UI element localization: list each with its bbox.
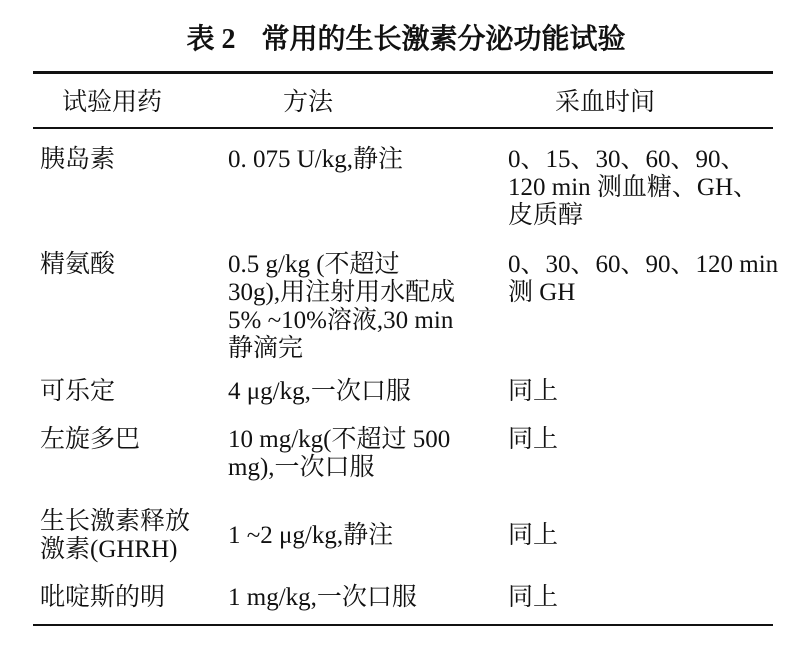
gh-stimulation-test-table: [33, 71, 779, 626]
table-row: [33, 370, 773, 416]
drug-cell: 吡啶斯的明: [40, 584, 166, 611]
table-number: 表 2: [186, 24, 236, 55]
sampling-time-cell: 0、15、30、60、90、 120 min 测血糖、GH、 皮质醇: [508, 146, 759, 229]
header-method: 方法: [220, 74, 500, 129]
drug-cell: 可乐定: [40, 378, 116, 405]
table-row: [33, 495, 773, 574]
table-row: [33, 574, 773, 624]
sampling-time-cell: 同上: [508, 378, 559, 405]
table-row: [33, 129, 773, 240]
drug-cell: 胰岛素: [40, 146, 116, 173]
table-row: [33, 416, 773, 495]
sampling-time-cell: 同上: [508, 426, 559, 453]
table-caption: [0, 22, 800, 58]
method-cell: 1 mg/kg,一次口服: [228, 584, 417, 611]
header-sampling-time: 采血时间: [500, 74, 773, 129]
sampling-time-cell: 0、30、60、90、120 min 测 GH: [508, 251, 779, 306]
table-title: 常用的生长激素分泌功能试验: [261, 24, 626, 55]
table-row: [33, 240, 773, 370]
method-cell: 4 μg/kg,一次口服: [228, 378, 411, 405]
drug-cell: 精氨酸: [40, 251, 116, 278]
header-row: [33, 74, 773, 129]
drug-cell: 生长激素释放 激素(GHRH): [40, 508, 191, 563]
drug-cell: 左旋多巴: [40, 426, 141, 453]
method-cell: 0. 075 U/kg,静注: [228, 146, 404, 173]
method-cell: 10 mg/kg(不超过 500 mg),一次口服: [228, 426, 451, 481]
method-cell: 0.5 g/kg (不超过 30g),用注射用水配成 5% ~10%溶液,30 min 静滴完: [228, 251, 456, 362]
sampling-time-cell: 同上: [508, 584, 559, 611]
method-cell: 1 ~2 μg/kg,静注: [228, 522, 394, 549]
header-test-drug: 试验用药: [33, 74, 220, 129]
sampling-time-cell: 同上: [508, 522, 559, 549]
